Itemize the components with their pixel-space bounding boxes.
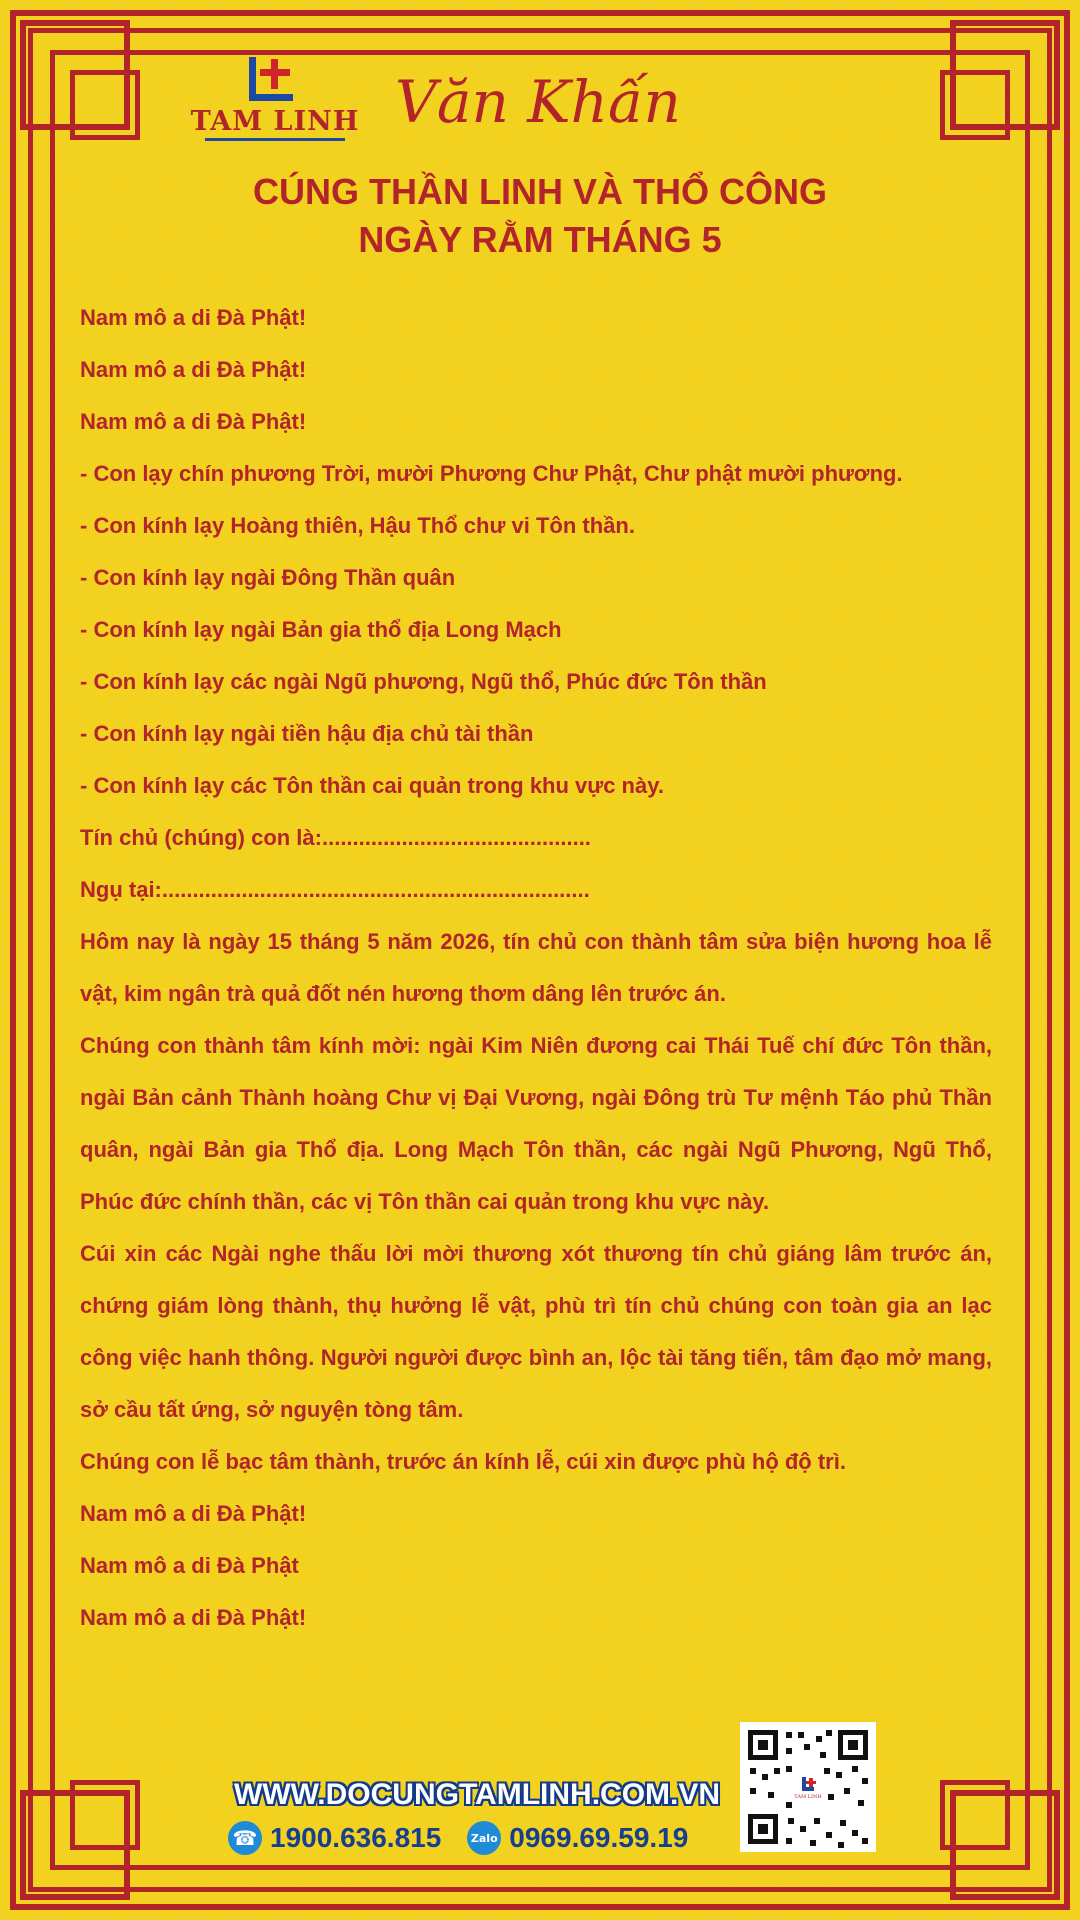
tam-linh-logo (185, 50, 365, 140)
prayer-line: - Con kính lạy ngài Đông Thần quân (80, 565, 456, 590)
prayer-line: Nam mô a di Đà Phật! (80, 305, 307, 330)
prayer-line: - Con kính lạy các ngài Ngũ phương, Ngũ thổ, Phúc đức Tôn thần (80, 669, 767, 694)
corner-inner-bottom-left (70, 1780, 140, 1850)
prayer-paragraph: Chúng con thành tâm kính mời: ngài Kim Niên đương cai Thái Tuế chí đức Tôn thần, ngài Bản cảnh Thành hoàng Chư vị Đại Vương, ngài Đông trù Tư mệnh Táo phủ Thần quân, ngài Bản gia Thổ địa. Long Mạch Tôn thần, các ngài Ngũ Phương, Ngũ Thổ, Phúc đức chính thần, các vị Tôn thần cai quản trong khu vực này. (80, 1033, 992, 1214)
prayer-line: - Con kính lạy ngài tiền hậu địa chủ tài thần (80, 721, 534, 746)
page-title (0, 168, 1080, 264)
corner-inner-bottom-right (940, 1780, 1010, 1850)
header (0, 50, 1080, 150)
title-line-2: NGÀY RẰM THÁNG 5 (358, 219, 722, 260)
website-link[interactable]: WWW.DOCUNGTAMLINH.COM.VN (234, 1778, 721, 1811)
prayer-paragraph: Cúi xin các Ngài nghe thấu lời mời thương xót thương tín chủ giáng lâm trước án, chứng giám lòng thành, thụ hưởng lễ vật, phù trì tín chủ chúng con toàn gia an lạc công việc hanh thông. Người người được bình an, lộc tài tăng tiến, tâm đạo mở mang, sở cầu tất ứng, sở nguyện tòng tâm. (80, 1241, 992, 1422)
prayer-line: - Con kính lạy các Tôn thần cai quản trong khu vực này. (80, 773, 664, 798)
logo-cross-icon (245, 55, 301, 107)
prayer-line: Nam mô a di Đà Phật! (80, 357, 307, 382)
prayer-text (80, 292, 992, 1644)
phone-icon: ☎ (228, 1821, 262, 1855)
prayer-line: Nam mô a di Đà Phật! (80, 1501, 307, 1526)
qr-code-icon[interactable] (740, 1722, 876, 1852)
prayer-line: Ngụ tại:...................................................................... (80, 877, 590, 902)
prayer-line: Nam mô a di Đà Phật (80, 1553, 299, 1578)
prayer-paragraph: Hôm nay là ngày 15 tháng 5 năm 2026, tín chủ con thành tâm sửa biện hương hoa lễ vật, kim ngân trà quả đốt nén hương thơm dâng lên trước án. (80, 929, 992, 1006)
prayer-line: Nam mô a di Đà Phật! (80, 409, 307, 434)
contact-row (228, 1818, 688, 1858)
script-title: Văn Khấn (395, 68, 681, 136)
hotline-number[interactable]: 1900.636.815 (270, 1822, 442, 1853)
title-line-1: CÚNG THẦN LINH VÀ THỔ CÔNG (253, 171, 827, 212)
prayer-line: Chúng con lễ bạc tâm thành, trước án kính lễ, cúi xin được phù hộ độ trì. (80, 1449, 846, 1474)
zalo-icon: Zalo (467, 1821, 501, 1855)
prayer-line: - Con kính lạy ngài Bản gia thổ địa Long Mạch (80, 617, 562, 642)
zalo-number[interactable]: 0969.69.59.19 (509, 1822, 689, 1853)
prayer-line: - Con kính lạy Hoàng thiên, Hậu Thổ chư vi Tôn thần. (80, 513, 635, 538)
prayer-line: Nam mô a di Đà Phật! (80, 1605, 307, 1630)
prayer-line: Tín chủ (chúng) con là:............................................ (80, 825, 591, 850)
logo-text: TAM LINH (185, 106, 365, 137)
svg-text:TAM LINH: TAM LINH (794, 1794, 822, 1800)
prayer-line: - Con lạy chín phương Trời, mười Phương Chư Phật, Chư phật mười phương. (80, 461, 903, 486)
